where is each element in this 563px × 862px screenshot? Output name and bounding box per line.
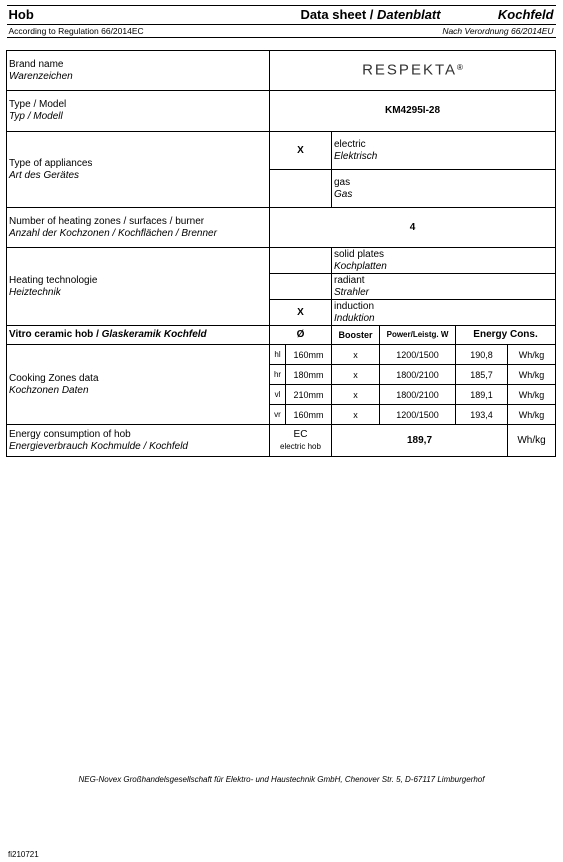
zone-power: 1200/1500	[380, 345, 456, 365]
zone-energy: 193,4	[456, 405, 508, 425]
appliance-option-gas: gas Gas	[332, 170, 556, 208]
heating-mark-solid	[270, 248, 332, 274]
zones-label: Cooking Zones data Kochzonen Daten	[7, 345, 270, 425]
heating-mark-induction: X	[270, 300, 332, 326]
zone-pos: hl	[270, 345, 286, 365]
heating-option-induction: induction Induktion	[332, 300, 556, 326]
zone-power: 1800/2100	[380, 365, 456, 385]
appliance-label: Type of appliances Art des Gerätes	[7, 132, 270, 208]
zone-booster: x	[332, 345, 380, 365]
zone-diameter: 210mm	[286, 385, 332, 405]
zones-header-booster: Booster	[332, 326, 380, 345]
zone-booster: x	[332, 405, 380, 425]
zone-pos: vl	[270, 385, 286, 405]
datasheet	[6, 5, 555, 457]
heating-option-radiant: radiant Strahler	[332, 274, 556, 300]
heating-label: Heating technologie Heiztechnik	[7, 248, 270, 326]
model-value: KM4295I-28	[270, 91, 556, 132]
regulation-de: Nach Verordnung 66/2014EU	[332, 25, 556, 38]
zone-diameter: 160mm	[286, 345, 332, 365]
appliance-mark-gas	[270, 170, 332, 208]
heating-option-solid: solid plates Kochplatten	[332, 248, 556, 274]
header-hob: Hob	[7, 6, 286, 25]
zones-header-diameter: Ø	[270, 326, 332, 345]
zone-unit: Wh/kg	[508, 405, 556, 425]
zones-count-label: Number of heating zones / surfaces / burner Anzahl der Kochzonen / Kochflächen / Brenner	[7, 208, 270, 248]
zone-pos: vr	[270, 405, 286, 425]
zone-power: 1200/1500	[380, 405, 456, 425]
model-label: Type / Model Typ / Modell	[7, 91, 270, 132]
spacer	[7, 38, 556, 51]
zone-booster: x	[332, 385, 380, 405]
energy-ec: EC electric hob	[270, 425, 332, 457]
document-id: fi210721	[8, 850, 39, 859]
zones-header-label: Vitro ceramic hob / Glaskeramik Kochfeld	[7, 326, 270, 345]
brand-logo: RESPEKTA®	[270, 51, 556, 91]
zone-energy: 185,7	[456, 365, 508, 385]
energy-label: Energy consumption of hob Energieverbrauch Kochmulde / Kochfeld	[7, 425, 270, 457]
zone-unit: Wh/kg	[508, 365, 556, 385]
zone-energy: 190,8	[456, 345, 508, 365]
zones-header-energy: Energy Cons.	[456, 326, 556, 345]
appliance-option-electric: electric Elektrisch	[332, 132, 556, 170]
zone-diameter: 160mm	[286, 405, 332, 425]
zone-power: 1800/2100	[380, 385, 456, 405]
header-title: Data sheet / Datenblatt	[286, 6, 456, 25]
zone-pos: hr	[270, 365, 286, 385]
zone-energy: 189,1	[456, 385, 508, 405]
zones-header-power: Power/Leistg. W	[380, 326, 456, 345]
regulation-en: According to Regulation 66/2014EC	[7, 25, 332, 38]
appliance-mark-electric: X	[270, 132, 332, 170]
zone-diameter: 180mm	[286, 365, 332, 385]
brand-label: Brand name Warenzeichen	[7, 51, 270, 91]
header-kochfeld: Kochfeld	[456, 6, 556, 25]
zone-unit: Wh/kg	[508, 385, 556, 405]
energy-value: 189,7	[332, 425, 508, 457]
datasheet-table	[6, 5, 556, 457]
energy-unit: Wh/kg	[508, 425, 556, 457]
zone-unit: Wh/kg	[508, 345, 556, 365]
zones-count-value: 4	[270, 208, 556, 248]
footer-address: NEG-Novex Großhandelsgesellschaft für Elektro- und Haustechnik GmbH, Chenover Str. 5, D-67117 Limburgerhof	[78, 775, 485, 784]
heating-mark-radiant	[270, 274, 332, 300]
zone-booster: x	[332, 365, 380, 385]
